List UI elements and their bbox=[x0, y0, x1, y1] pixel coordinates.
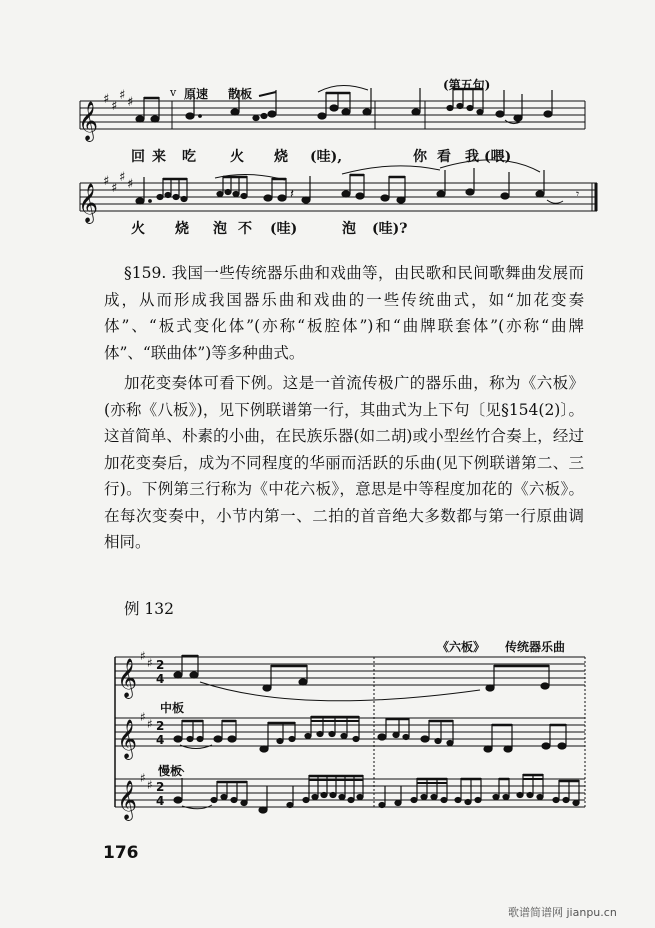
example-label: 例 132 bbox=[124, 600, 175, 618]
phrase-label: (第五句) bbox=[443, 78, 491, 92]
lyric: (哇) bbox=[270, 221, 298, 237]
svg-text:♯: ♯ bbox=[147, 656, 153, 670]
row3-tempo: 慢板 bbox=[158, 764, 183, 778]
svg-text:2: 2 bbox=[156, 658, 165, 672]
treble-clef-icon: 𝄞 bbox=[78, 101, 99, 141]
svg-text:♯: ♯ bbox=[140, 649, 146, 663]
page-number: 176 bbox=[103, 843, 139, 863]
lyric: 泡 bbox=[342, 221, 356, 237]
svg-text:♯: ♯ bbox=[147, 717, 153, 731]
lyric: 你 bbox=[413, 149, 427, 165]
treble-clef-icon: 𝄞 bbox=[78, 183, 99, 223]
lyric: 回 bbox=[131, 149, 145, 165]
example-title: 《六板》 bbox=[437, 640, 486, 654]
svg-text:4: 4 bbox=[156, 672, 165, 686]
treble-clef-icon: 𝄞 bbox=[117, 658, 138, 698]
paragraph-159: §159. 我国一些传统器乐曲和戏曲等，由民歌和民间歌舞曲发展而成，从而形成我国器乐曲和戏曲的一些传统曲式，如“加花变奏体”、“板式变化体”(亦称“板腔体”)和“曲牌联套体”(亦称“曲牌体”、“联曲体”)等多种曲式。 bbox=[104, 264, 584, 362]
svg-text:4: 4 bbox=[156, 794, 165, 808]
example-notes-row-2 bbox=[174, 716, 566, 752]
tempo-mark-yuansu: 原速 bbox=[184, 87, 209, 101]
lyric: 火 bbox=[131, 221, 145, 237]
svg-text:𝄾: 𝄾 bbox=[576, 187, 580, 201]
paragraph-variation-form: 加花变奏体可看下例。这是一首流传极广的器乐曲，称为《六板》(亦称《八板》)，见下例联谱第一行，其曲式为上下句〔见§154(2)〕。这首简单、朴素的小曲，在民族乐器(如二胡)或小型丝竹合奏上，经过加花变奏后，成为不同程度的华丽而活跃的乐曲(见下例联谱第二、三行)。下例第三行称为《中花六板》，意思是中等程度加花的《六板》。在每次变奏中，小节内第一、二拍的首音绝大多数都与第一行原曲调相同。 bbox=[104, 374, 584, 551]
lyric: 看 bbox=[437, 149, 451, 165]
svg-text:2: 2 bbox=[156, 719, 165, 733]
lyric: (哇), bbox=[310, 149, 343, 165]
row2-tempo: 中板 bbox=[160, 701, 185, 715]
lyric: 烧 bbox=[175, 221, 189, 237]
tempo-mark-sanban: 散板 bbox=[228, 87, 253, 101]
svg-text:♯: ♯ bbox=[147, 778, 153, 792]
svg-text:𝄽: 𝄽 bbox=[290, 187, 294, 202]
lyric: 泡 bbox=[213, 221, 227, 237]
example-notes-row-1 bbox=[174, 655, 549, 691]
svg-text:2: 2 bbox=[156, 780, 165, 794]
treble-clef-icon: 𝄞 bbox=[117, 780, 138, 820]
svg-text:v: v bbox=[170, 86, 177, 99]
lyric: 我 bbox=[465, 149, 479, 165]
svg-text:♯: ♯ bbox=[111, 181, 118, 196]
svg-text:♯: ♯ bbox=[119, 170, 126, 185]
svg-text:♯: ♯ bbox=[103, 174, 110, 189]
svg-text:♯: ♯ bbox=[119, 88, 126, 103]
example-subtitle: 传统器乐曲 bbox=[505, 640, 566, 654]
svg-text:♯: ♯ bbox=[111, 99, 118, 114]
svg-text:4: 4 bbox=[156, 733, 165, 747]
lyric: 火 bbox=[230, 149, 244, 165]
watermark: 歌谱简谱网 jianpu.cn bbox=[508, 906, 617, 919]
lyric: 烧 bbox=[274, 149, 288, 165]
svg-text:♯: ♯ bbox=[127, 177, 134, 192]
lyric: 吃 bbox=[182, 149, 196, 165]
treble-clef-icon: 𝄞 bbox=[117, 719, 138, 759]
svg-text:♯: ♯ bbox=[140, 771, 146, 785]
lyric: 来 bbox=[152, 149, 166, 165]
svg-text:♯: ♯ bbox=[127, 95, 134, 110]
lyric: 不 bbox=[238, 221, 252, 237]
svg-text:♯: ♯ bbox=[140, 710, 146, 724]
lyric: (喂) bbox=[484, 149, 512, 165]
svg-text:♯: ♯ bbox=[103, 92, 110, 107]
lyric: (哇)? bbox=[372, 221, 408, 237]
